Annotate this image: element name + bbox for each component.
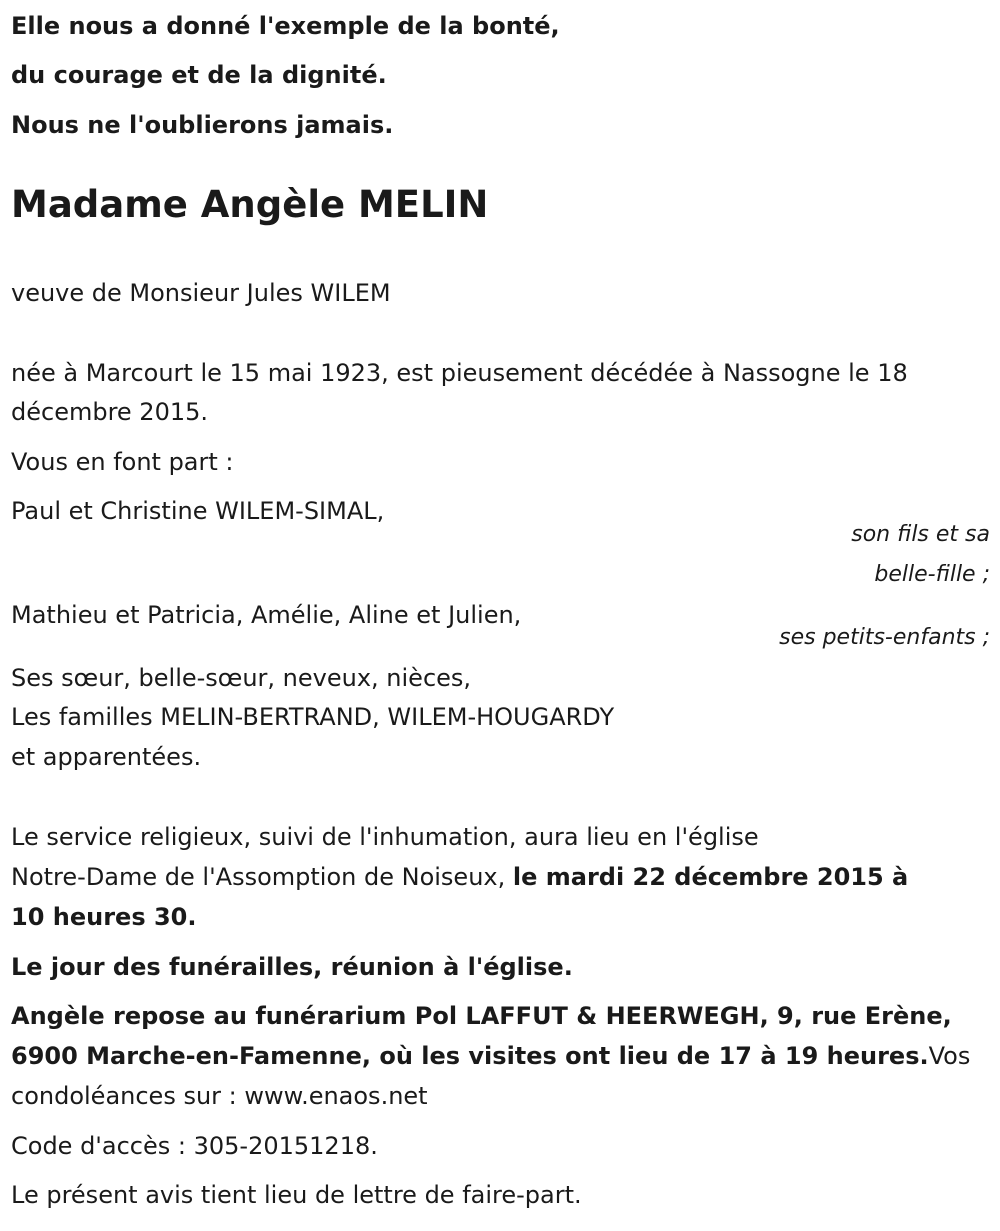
epigraph-line-3: Nous ne l'oublierons jamais.	[11, 111, 394, 139]
epigraph-line-2: du courage et de la dignité.	[11, 61, 387, 89]
service-line-1: Le service religieux, suivi de l'inhumation, aura lieu en l'église	[11, 823, 759, 851]
family-others-1: Ses sœur, belle-sœur, neveux, nièces,	[11, 664, 472, 692]
access-code: Code d'accès : 305-20151218.	[11, 1132, 378, 1160]
service-date: le mardi 22 décembre 2015 à	[512, 863, 909, 891]
condolences-lead: Vos	[928, 1042, 971, 1070]
family-son: Paul et Christine WILEM-SIMAL,	[11, 497, 385, 525]
epigraph-line-1: Elle nous a donné l'exemple de la bonté,	[11, 12, 560, 40]
notice-text: Le présent avis tient lieu de lettre de faire-part.	[11, 1181, 582, 1209]
condolences-link: condoléances sur : www.enaos.net	[11, 1082, 428, 1110]
family-others-3: et apparentées.	[11, 743, 202, 771]
family-others-2: Les familles MELIN-BERTRAND, WILEM-HOUGARDY	[11, 703, 615, 731]
service-location: Notre-Dame de l'Assomption de Noiseux,	[11, 863, 513, 891]
family-grandchildren: Mathieu et Patricia, Amélie, Aline et Julien,	[11, 601, 522, 629]
family-grandchildren-role: ses petits-enfants ;	[779, 625, 990, 650]
widow-of: veuve de Monsieur Jules WILEM	[11, 279, 391, 307]
birth-death-line-2: décembre 2015.	[11, 398, 209, 426]
funerarium-line-2	[11, 1036, 970, 1076]
birth-death-line-1: née à Marcourt le 15 mai 1923, est pieusement décédée à Nassogne le 18	[11, 359, 908, 387]
announce-text: Vous en font part :	[11, 448, 234, 476]
service-line-2	[11, 857, 908, 897]
funerarium-visits: 6900 Marche-en-Famenne, où les visites ont lieu de 17 à 19 heures.	[11, 1042, 929, 1070]
funerarium-line-1: Angèle repose au funérarium Pol LAFFUT & HEERWEGH, 9, rue Erène,	[11, 1002, 952, 1030]
service-time: 10 heures 30.	[11, 903, 197, 931]
meeting-text: Le jour des funérailles, réunion à l'église.	[11, 953, 573, 981]
family-son-role-2: belle-fille ;	[874, 562, 990, 587]
deceased-name: Madame Angèle MELIN	[11, 183, 489, 226]
family-son-role-1: son fils et sa	[851, 522, 990, 547]
